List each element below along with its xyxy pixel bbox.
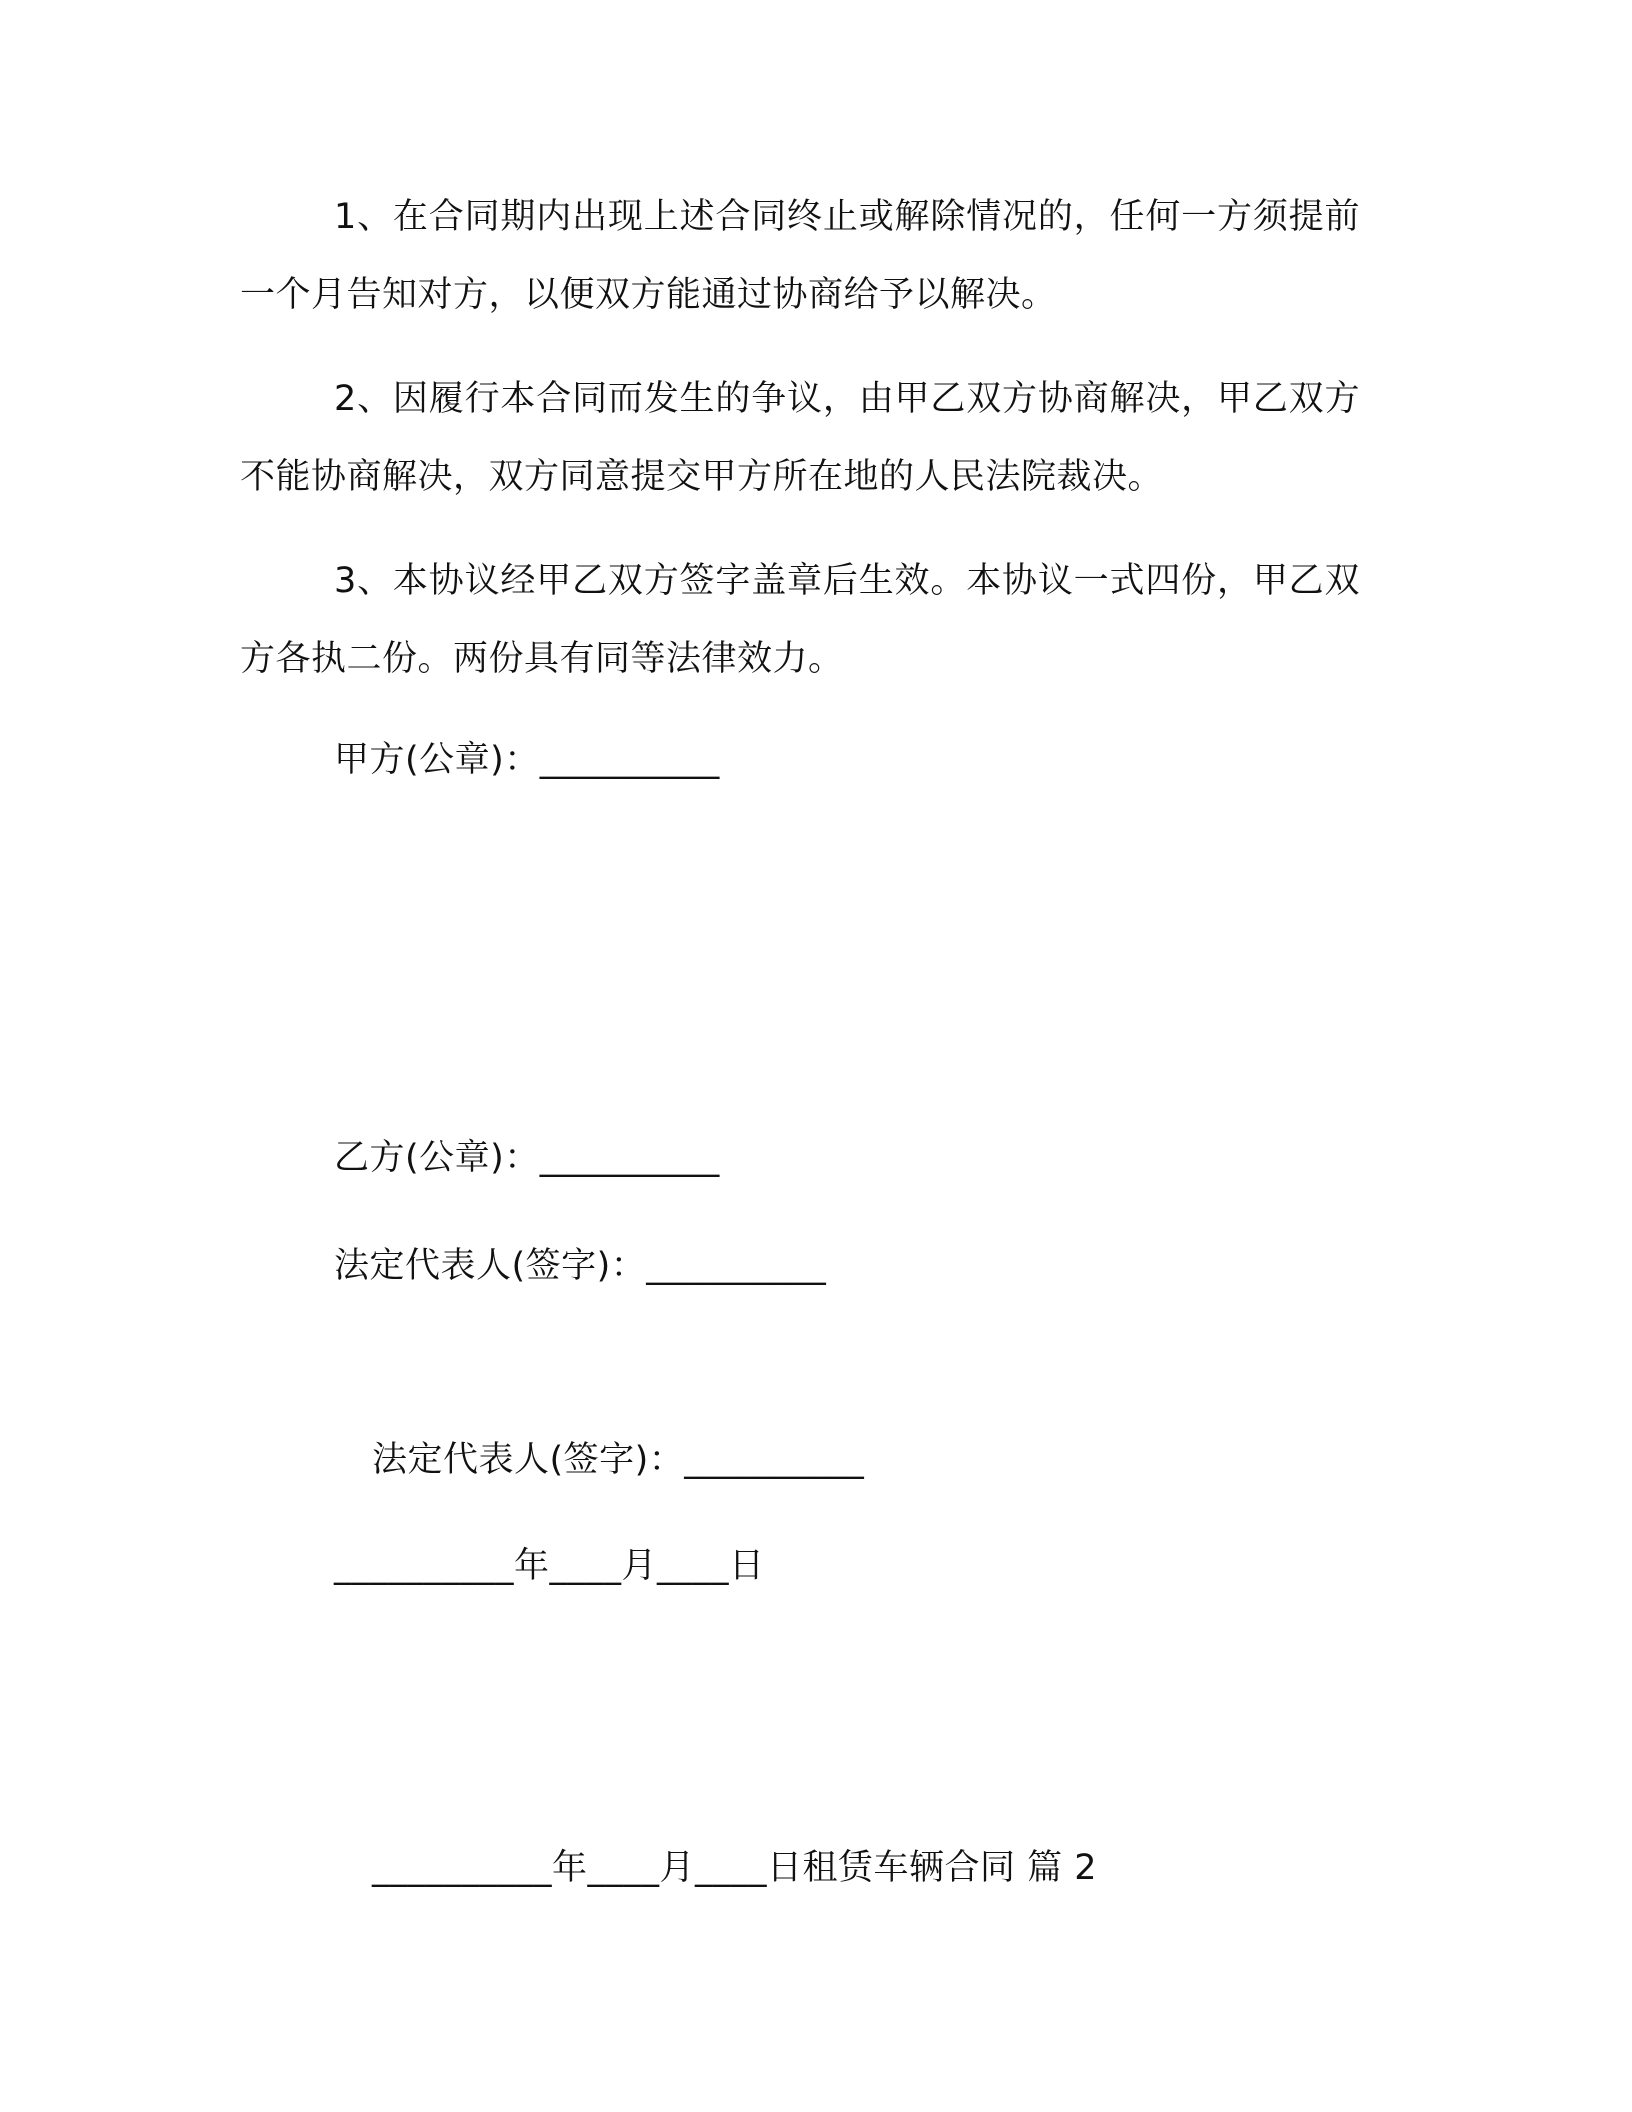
clause-3: 3、本协议经甲乙双方签字盖章后生效。本协议一式四份，甲乙双方各执二份。两份具有同等法律效力。	[240, 561, 1360, 679]
party-a-seal-line: 甲方(公章)：__________	[334, 740, 720, 780]
clause-1: 1、在合同期内出现上述合同终止或解除情况的，任何一方须提前一个月告知对方，以便双方能通过协商给予以解决。	[240, 197, 1360, 315]
legal-rep-signature-line-1: 法定代表人(签字)：__________	[334, 1246, 827, 1286]
date-line: __________年____月____日	[334, 1546, 765, 1586]
legal-rep-signature-line-2: 法定代表人(签字)：__________	[372, 1440, 865, 1480]
party-b-seal-line: 乙方(公章)：__________	[334, 1138, 720, 1178]
next-section-title: __________年____月____日租赁车辆合同 篇 2	[372, 1848, 1098, 1888]
clause-2: 2、因履行本合同而发生的争议，由甲乙双方协商解决，甲乙双方不能协商解决，双方同意提交甲方所在地的人民法院裁决。	[240, 379, 1360, 497]
